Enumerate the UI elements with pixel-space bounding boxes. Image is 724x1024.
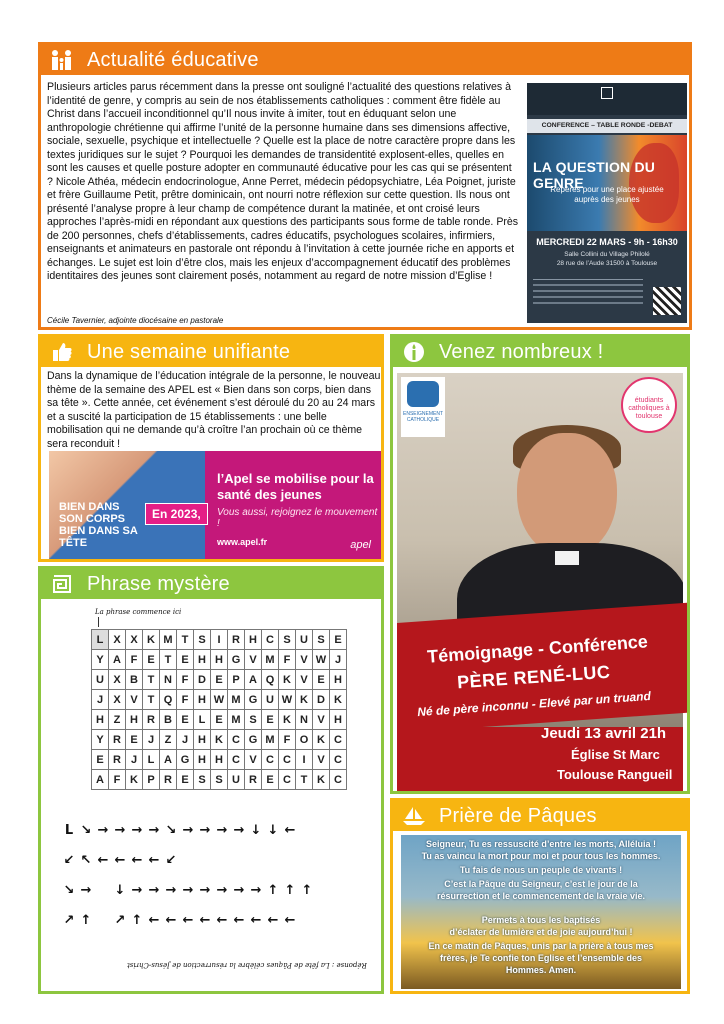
- direction-arrow-icon: ↓: [250, 822, 263, 838]
- grid-cell: E: [177, 650, 194, 670]
- mystere-title: Phrase mystère: [87, 572, 230, 595]
- prayer-line: Seigneur, Tu es ressuscité d’entre les morts, Alléluia !: [425, 839, 657, 849]
- grid-cell: R: [160, 770, 177, 790]
- grid-cell: M: [262, 650, 279, 670]
- grid-cell: M: [228, 690, 245, 710]
- arrow-row: [61, 911, 371, 929]
- grid-cell: F: [279, 730, 296, 750]
- event-speaker: PÈRE RENÉ-LUC: [456, 661, 611, 693]
- grid-cell: Q: [262, 670, 279, 690]
- direction-arrow-icon: →: [97, 822, 110, 838]
- start-label: La phrase commence ici: [95, 608, 182, 616]
- grid-cell: C: [279, 770, 296, 790]
- grid-cell: H: [92, 710, 109, 730]
- grid-row: [92, 770, 347, 790]
- letter-grid: [91, 629, 347, 790]
- direction-arrow-icon: ←: [284, 822, 297, 838]
- direction-arrow-icon: ←: [165, 912, 178, 928]
- grid-cell: T: [177, 630, 194, 650]
- grid-cell: V: [245, 750, 262, 770]
- direction-arrow-icon: →: [131, 882, 144, 898]
- direction-arrow-icon: ↑: [131, 912, 144, 928]
- direction-arrow-icon: ←: [216, 912, 229, 928]
- grid-cell: K: [279, 670, 296, 690]
- poster-address: 28 rue de l’Aude 31500 à Toulouse: [556, 260, 658, 267]
- grid-cell: F: [177, 670, 194, 690]
- grid-cell: J: [92, 690, 109, 710]
- grid-cell: E: [262, 770, 279, 790]
- grid-cell: Q: [160, 690, 177, 710]
- grid-cell: J: [143, 730, 160, 750]
- direction-arrow-icon: →: [182, 882, 195, 898]
- apel-year: En 2023,: [145, 503, 208, 525]
- priere-title: Prière de Pâques: [439, 804, 597, 827]
- poster-subhead: Repères pour une place ajustée auprès des jeunes: [550, 185, 664, 204]
- grid-cell: I: [211, 630, 228, 650]
- apel-kids-text: BIEN DANS SON CORPS BIEN DANS SA TÊTE: [59, 501, 138, 549]
- grid-cell: T: [143, 690, 160, 710]
- grid-cell: N: [296, 710, 313, 730]
- apel-tagline: Vous aussi, rejoignez le mouvement !: [217, 507, 378, 529]
- direction-arrow-icon: →: [80, 882, 93, 898]
- direction-arrow-icon: ←: [233, 912, 246, 928]
- grid-cell: E: [330, 630, 347, 650]
- grid-cell: R: [109, 730, 126, 750]
- grid-cell: E: [92, 750, 109, 770]
- qr-code-icon: [653, 287, 681, 315]
- grid-cell: X: [109, 690, 126, 710]
- grid-cell: K: [211, 730, 228, 750]
- grid-cell: D: [313, 690, 330, 710]
- grid-row: [92, 630, 347, 650]
- apel-logo: apel: [350, 539, 371, 551]
- grid-cell: V: [126, 690, 143, 710]
- semaine-body: Dans la dynamique de l’éducation intégrale de la personne, le nouveau thème de la semaine des APEL est « Bien dans son corps, bien dans sa tête ». Cette année, cet événement s’est déroulé du 20 au 24 mars et a suscité la participation de 15 établissements : une belle mobilisation qui ne demande qu’à croître l’an prochain où ce thème sera reconduit !: [47, 370, 381, 450]
- direction-arrow-icon: ↑: [80, 912, 93, 928]
- grid-cell: O: [296, 730, 313, 750]
- grid-cell: P: [143, 770, 160, 790]
- family-icon: [49, 48, 75, 72]
- actualite-header: [41, 45, 689, 75]
- direction-arrow-icon: →: [182, 822, 195, 838]
- grid-cell: E: [177, 770, 194, 790]
- direction-arrow-icon: →: [199, 822, 212, 838]
- grid-cell: V: [296, 650, 313, 670]
- direction-arrow-icon: →: [165, 882, 178, 898]
- grid-cell: W: [279, 690, 296, 710]
- direction-arrow-icon: ←: [199, 912, 212, 928]
- grid-cell: S: [194, 630, 211, 650]
- poster-band: CONFERENCE – TABLE RONDE -DEBAT: [527, 119, 687, 133]
- boat-icon: [401, 804, 427, 828]
- prayer-line: résurrection et le commencement de la vraie vie.: [436, 891, 646, 901]
- direction-arrow-icon: ↗: [63, 912, 76, 928]
- grid-cell: T: [143, 670, 160, 690]
- grid-cell: W: [211, 690, 228, 710]
- grid-cell: G: [245, 730, 262, 750]
- mystere-header: [41, 569, 381, 599]
- direction-arrow-icon: ←: [267, 912, 280, 928]
- etudiants-catholiques-logo: étudiants catholiques à toulouse: [621, 377, 677, 433]
- arrow-row: [61, 881, 371, 899]
- prayer-line: C’est la Pâque du Seigneur, c’est le jour de la: [444, 879, 638, 889]
- apel-headline: l’Apel se mobilise pour la santé des jeunes: [217, 471, 374, 502]
- poster-headline: LA QUESTION DU GENRE: [533, 159, 656, 191]
- grid-cell: S: [211, 770, 228, 790]
- grid-cell: I: [296, 750, 313, 770]
- grid-cell: M: [262, 730, 279, 750]
- direction-arrow-icon: →: [233, 822, 246, 838]
- semaine-header: [41, 337, 381, 367]
- direction-arrow-icon: ←: [148, 852, 161, 868]
- direction-arrow-icon: ←: [131, 852, 144, 868]
- grid-cell: K: [313, 770, 330, 790]
- start-arrow-icon: [98, 617, 99, 627]
- grid-row: [92, 710, 347, 730]
- grid-cell: C: [228, 730, 245, 750]
- grid-cell: K: [313, 730, 330, 750]
- grid-cell: B: [126, 670, 143, 690]
- grid-cell: S: [245, 710, 262, 730]
- grid-cell: H: [245, 630, 262, 650]
- grid-cell: R: [143, 710, 160, 730]
- grid-cell: H: [194, 650, 211, 670]
- grid-cell: C: [330, 730, 347, 750]
- grid-cell: M: [160, 630, 177, 650]
- grid-cell: H: [211, 750, 228, 770]
- grid-cell: H: [126, 710, 143, 730]
- mystere-answer: Réponse : La fête de Pâques célèbre la résurrection de Jésus-Christ: [127, 961, 367, 969]
- grid-cell: U: [296, 630, 313, 650]
- grid-cell: F: [177, 690, 194, 710]
- grid-cell: E: [262, 710, 279, 730]
- priere-header: [393, 801, 687, 831]
- grid-cell: E: [313, 670, 330, 690]
- grid-cell: W: [313, 650, 330, 670]
- direction-arrow-icon: ↑: [284, 882, 297, 898]
- actualite-section: [38, 42, 692, 330]
- direction-arrow-icon: ↓: [114, 882, 127, 898]
- grid-cell: J: [126, 750, 143, 770]
- grid-cell: E: [177, 710, 194, 730]
- speaker-face: [517, 433, 617, 557]
- grid-cell: U: [92, 670, 109, 690]
- direction-arrow-icon: →: [114, 822, 127, 838]
- grid-cell: X: [109, 630, 126, 650]
- grid-cell: S: [313, 630, 330, 650]
- grid-cell: K: [296, 690, 313, 710]
- grid-cell: S: [279, 630, 296, 650]
- grid-cell: F: [279, 650, 296, 670]
- direction-arrow-icon: ↙: [165, 852, 178, 868]
- event-place1: Église St Marc: [571, 747, 660, 762]
- grid-cell: K: [330, 690, 347, 710]
- poster-date: MERCREDI 22 MARS - 9h - 16h30: [536, 237, 678, 247]
- grid-cell: E: [211, 670, 228, 690]
- event-line1: Témoignage - Conférence: [426, 631, 649, 667]
- direction-arrow-icon: →: [131, 822, 144, 838]
- direction-arrow-icon: ↑: [267, 882, 280, 898]
- direction-arrow-icon: ↘: [63, 882, 76, 898]
- direction-arrow-icon: ←: [148, 912, 161, 928]
- grid-cell: G: [245, 690, 262, 710]
- grid-cell: E: [211, 710, 228, 730]
- grid-cell: H: [330, 670, 347, 690]
- grid-cell: R: [245, 770, 262, 790]
- grid-row: [92, 670, 347, 690]
- grid-cell: V: [313, 750, 330, 770]
- grid-cell: C: [228, 750, 245, 770]
- direction-arrow-icon: ↑: [301, 882, 314, 898]
- grid-cell: L: [143, 750, 160, 770]
- thumbs-up-icon: [49, 340, 75, 364]
- venez-section: [390, 334, 690, 794]
- semaine-section: [38, 334, 384, 562]
- grid-cell: T: [160, 650, 177, 670]
- direction-arrow-icon: ←: [114, 852, 127, 868]
- mystere-section: [38, 566, 384, 994]
- grid-cell: Z: [109, 710, 126, 730]
- grid-cell: Y: [92, 650, 109, 670]
- direction-arrow-icon: ←: [182, 912, 195, 928]
- grid-cell: J: [330, 650, 347, 670]
- grid-cell: H: [194, 750, 211, 770]
- prayer-line: Tu as vaincu la mort pour moi et pour tous les hommes.: [421, 851, 661, 861]
- grid-cell: E: [126, 730, 143, 750]
- grid-cell: A: [160, 750, 177, 770]
- grid-cell: K: [126, 770, 143, 790]
- grid-cell: Z: [160, 730, 177, 750]
- grid-row: [92, 650, 347, 670]
- enseignement-catholique-logo: ENSEIGNEMENT CATHOLIQUE: [401, 377, 445, 437]
- priere-section: [390, 798, 690, 994]
- candle-icon: [401, 340, 427, 364]
- direction-arrow-icon: ↙: [63, 852, 76, 868]
- grid-cell: H: [194, 730, 211, 750]
- direction-arrow-icon: ↘: [165, 822, 178, 838]
- grid-cell: X: [126, 630, 143, 650]
- grid-cell: U: [262, 690, 279, 710]
- poster-fine-print: [533, 279, 643, 313]
- apel-site: www.apel.fr: [217, 537, 268, 547]
- grid-cell: Y: [92, 730, 109, 750]
- grid-cell: H: [211, 650, 228, 670]
- actualite-signature: Cécile Tavernier, adjointe diocésaine en pastorale: [47, 316, 224, 325]
- start-letter: L: [64, 822, 75, 838]
- prayer-line: frères, je Te confie ton Eglise et l’ensemble des: [440, 953, 642, 963]
- grid-cell: L: [194, 710, 211, 730]
- direction-arrow-icon: ↓: [267, 822, 280, 838]
- event-date: Jeudi 13 avril 21h: [541, 725, 667, 742]
- prayer-line: En ce matin de Pâques, unis par la prière à tous mes: [428, 941, 654, 951]
- prayer-line: Tu fais de nous un peuple de vivants !: [459, 865, 623, 875]
- grid-row: [92, 730, 347, 750]
- grid-row: [92, 690, 347, 710]
- semaine-title: Une semaine unifiante: [87, 340, 291, 363]
- actualite-body: Plusieurs articles parus récemment dans la presse ont souligné l’actualité des questions relatives à l’identité de genre, y compris au sein de nos établissements catholiques : comment être fidèle au Christ dans l’accueil inconditionnel qu’Il nous invite à imiter, tout en éduquant selon une anthropologie chrétienne qui affirme l’unité de la personne humaine dans ses dimensions affective, sociale, sexuelle, psychique et intellectuelle ? Quelle est la place de notre caractère propre dans les textes juridiques sur le sujet ? Pourquoi les demandes de transidentité explosent-elles, quelles en sont les causes et quelle posture adopter en communauté éducative pour les cas qui se présentent ? Nicole Athéa, médecin endocrinologue, Anne Perret, médecin pédopsychiatre, Léa Poignet, juriste et frère Guillaume Petit, prêtre dominicain, ont nourri notre réflexion sur cette question. Ils nous ont présenté l’analyse propre à leur champ de compétence durant la matinée, et ont croisé leurs approches l’après-midi en répondant aux questions des participants sous forme de table ronde. Près de 200 personnes, chefs d’établissements, cadres éducatifs, psychologues scolaires, infirmiers, enseignants et animateurs en pastorale ont répondu à l’invitation à cette journée riche en apports et échanges. Le sujet est loin d’être clos, mais les enjeux d’accompagnement éducatif des problèmes identitaires des jeunes sont clairement posés, notamment au regard de notre mission d’Eglise !: [47, 81, 519, 282]
- grid-cell: U: [228, 770, 245, 790]
- grid-cell: V: [245, 650, 262, 670]
- grid-cell: C: [330, 770, 347, 790]
- actualite-title: Actualité éducative: [87, 48, 259, 71]
- direction-arrow-icon: ↘: [80, 822, 93, 838]
- maze-icon: [49, 572, 75, 596]
- arrow-path: [61, 821, 371, 941]
- direction-arrow-icon: →: [233, 882, 246, 898]
- grid-cell: F: [109, 770, 126, 790]
- grid-cell: P: [228, 670, 245, 690]
- event-line3: Né de père inconnu - Elevé par un truand: [416, 688, 652, 720]
- direction-arrow-icon: →: [250, 882, 263, 898]
- grid-cell: X: [109, 670, 126, 690]
- grid-cell: H: [194, 690, 211, 710]
- grid-cell: T: [296, 770, 313, 790]
- grid-cell: G: [228, 650, 245, 670]
- clerical-collar: [555, 551, 579, 565]
- direction-arrow-icon: →: [148, 882, 161, 898]
- grid-cell: R: [109, 750, 126, 770]
- grid-cell: L: [92, 630, 109, 650]
- conference-poster: [527, 83, 687, 323]
- grid-cell: A: [245, 670, 262, 690]
- apel-banner: [49, 451, 381, 561]
- grid-cell: A: [109, 650, 126, 670]
- grid-cell: F: [126, 650, 143, 670]
- arrow-row: [61, 851, 371, 869]
- grid-cell: S: [194, 770, 211, 790]
- venez-title: Venez nombreux !: [439, 340, 604, 363]
- prayer-text: [401, 835, 681, 989]
- grid-cell: C: [262, 630, 279, 650]
- grid-cell: C: [262, 750, 279, 770]
- grid-cell: J: [177, 730, 194, 750]
- grid-cell: H: [330, 710, 347, 730]
- prayer-line: Permets à tous les baptisés: [481, 915, 601, 925]
- diocese-logo: [601, 87, 613, 99]
- prayer-line: d’éclater de lumière et de joie aujourd’hui !: [449, 927, 633, 937]
- direction-arrow-icon: →: [148, 822, 161, 838]
- grid-cell: K: [279, 710, 296, 730]
- grid-cell: A: [92, 770, 109, 790]
- grid-cell: G: [177, 750, 194, 770]
- direction-arrow-icon: ←: [284, 912, 297, 928]
- venez-header: [393, 337, 687, 367]
- direction-arrow-icon: ↗: [114, 912, 127, 928]
- grid-cell: M: [228, 710, 245, 730]
- poster-venue: Salle Collini du Village Philolé: [564, 251, 650, 258]
- direction-arrow-icon: →: [199, 882, 212, 898]
- grid-cell: K: [143, 630, 160, 650]
- prayer-line: Hommes. Amen.: [505, 965, 577, 975]
- event-place2: Toulouse Rangueil: [557, 767, 673, 782]
- grid-cell: R: [228, 630, 245, 650]
- grid-cell: E: [143, 650, 160, 670]
- direction-arrow-icon: ↖: [80, 852, 93, 868]
- direction-arrow-icon: →: [216, 822, 229, 838]
- grid-cell: V: [313, 710, 330, 730]
- grid-row: [92, 750, 347, 770]
- direction-arrow-icon: ←: [97, 852, 110, 868]
- grid-cell: V: [296, 670, 313, 690]
- grid-cell: C: [279, 750, 296, 770]
- grid-cell: C: [330, 750, 347, 770]
- grid-cell: B: [160, 710, 177, 730]
- arrow-row: [61, 821, 371, 839]
- direction-arrow-icon: ←: [250, 912, 263, 928]
- grid-cell: N: [160, 670, 177, 690]
- direction-arrow-icon: →: [216, 882, 229, 898]
- grid-cell: D: [194, 670, 211, 690]
